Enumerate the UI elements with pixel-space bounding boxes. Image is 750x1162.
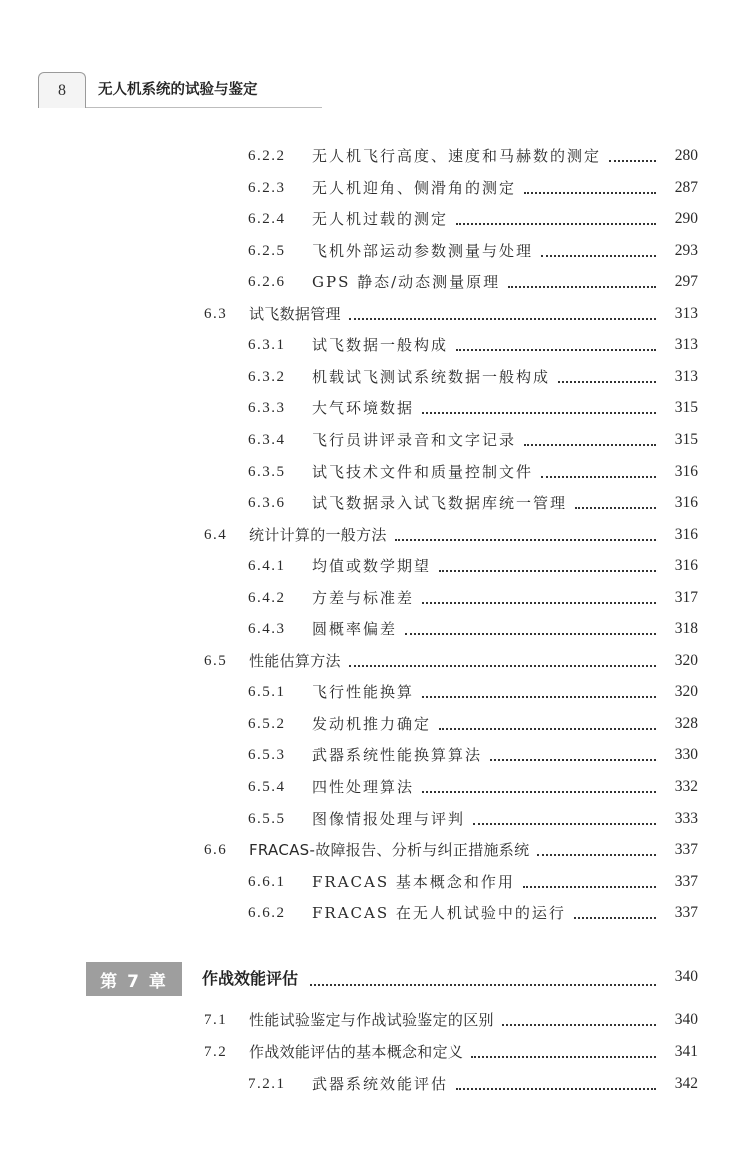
toc-entry-title: FRACAS 在无人机试验中的运行 [312,904,566,923]
toc-entry [0,269,750,295]
toc-entry-number: 6.6.2 [248,905,286,922]
toc-entry-number: 6.2.5 [248,242,286,259]
toc-entry-page: 313 [674,367,698,385]
toc-entry [0,143,750,169]
toc-entry-title: 图像情报处理与评判 [312,809,466,828]
toc-entry-title: 统计计算的一般方法 [249,525,387,544]
toc-entry-page: 290 [674,210,698,228]
toc-entry [0,1007,750,1033]
toc-entry-title: 均值或数学期望 [312,557,432,576]
toc-entry-title: 试飞数据一般构成 [312,336,449,355]
toc-entry-title: 无人机迎角、侧滑角的测定 [312,178,517,197]
toc-entry-number: 6.5.4 [248,779,286,795]
toc-entry-number: 7.2 [204,1044,228,1060]
toc-entry-page: 330 [674,746,698,764]
toc-entry-title: GPS 静态/动态测量原理 [312,273,501,292]
toc-entry-title: FRACAS 基本概念和作用 [312,872,515,891]
toc-entry [0,522,750,548]
toc-leader-dots [508,286,656,288]
toc-entry [0,806,750,832]
toc-leader-dots [537,854,656,856]
toc-entry-page: 318 [674,620,698,638]
toc-entry [0,206,750,232]
toc-entry [0,869,750,895]
toc-entry-title: 飞行性能换算 [312,683,415,702]
toc-entry-page: 280 [674,147,698,164]
toc-leader-dots [456,223,656,225]
toc-entry-number: 6.3.2 [248,368,286,385]
toc-entry-page: 316 [674,494,698,512]
toc-entry [0,427,750,453]
toc-leader-dots [541,476,656,478]
toc-entry-number: 6.2.6 [248,274,286,291]
toc-entry [0,774,750,800]
toc-entry-number: 6.4.1 [248,558,286,575]
toc-leader-dots [471,1056,656,1058]
toc-leader-dots [349,318,656,320]
toc-entry-page: 341 [674,1043,698,1060]
toc-entry [0,585,750,611]
toc-leader-dots [490,759,656,761]
toc-entry-page: 320 [674,651,698,669]
toc-entry [0,837,750,863]
toc-entry-title: 性能试验鉴定与作战试验鉴定的区别 [249,1011,494,1029]
toc-entry-page: 332 [674,778,698,795]
toc-entry-number: 6.3.5 [248,463,286,480]
toc-entry-number: 6.5.5 [248,810,286,827]
toc-entry-page: 328 [674,714,698,732]
toc-entry-title: 无人机过载的测定 [312,210,449,229]
toc-entry-title: 飞机外部运动参数测量与处理 [312,241,534,260]
toc-entry-number: 6.3.1 [248,337,286,354]
toc-entry-page: 313 [674,304,698,322]
toc-entry [0,742,750,768]
toc-leader-dots [349,665,656,667]
toc-leader-dots [439,570,656,572]
toc-leader-dots [524,444,656,446]
toc-leader-dots [502,1024,656,1026]
toc-entry [0,711,750,737]
toc-entry-number: 6.6.1 [248,873,286,890]
toc-entry-title: 无人机飞行高度、速度和马赫数的测定 [312,147,602,165]
toc-entry-page: 287 [674,178,698,196]
toc-entry [0,648,750,674]
toc-entry-page: 320 [674,683,698,701]
toc-entry-page: 317 [674,588,698,606]
toc-leader-dots [422,602,656,604]
toc-leader-dots [473,823,656,825]
toc-entry [0,490,750,516]
toc-leader-dots [422,791,656,793]
toc-leader-dots [523,886,656,888]
toc-entry [0,459,750,485]
toc-entry-page: 316 [674,525,698,543]
toc-entry-number: 6.5.3 [248,747,286,764]
toc-entry-page: 342 [674,1075,698,1092]
toc-entry [0,1071,750,1097]
toc-entry-title: 圆概率偏差 [312,620,398,639]
toc-entry-number: 6.5.2 [248,715,286,732]
toc-entry-number: 7.2.1 [248,1076,286,1092]
chapter-heading [0,962,750,996]
toc-entry-number: 6.5 [204,652,228,669]
toc-entry-title: 武器系统效能评估 [312,1075,449,1093]
toc-entry [0,301,750,327]
toc-entry-page: 315 [674,399,698,417]
toc-entry-page: 333 [674,809,698,827]
toc-entry-page: 297 [674,273,698,291]
toc-entry-page: 315 [674,430,698,448]
toc-entry-title: 发动机推力确定 [312,714,432,733]
toc-entry-page: 337 [674,872,698,890]
toc-entry-number: 6.4.3 [248,621,286,638]
toc-entry-number: 6.2.2 [248,148,286,164]
toc-entry-title: 作战效能评估的基本概念和定义 [249,1043,464,1061]
chapter-leader-dots [310,984,656,986]
toc-entry-number: 7.1 [204,1012,228,1028]
toc-entry-page: 337 [674,904,698,922]
toc-entry-number: 6.3.3 [248,400,286,417]
toc-entry-number: 6.6 [204,842,228,859]
toc-entry [0,395,750,421]
toc-entry-number: 6.5.1 [248,684,286,701]
toc-leader-dots [558,381,656,383]
toc-entry-title: 武器系统性能换算算法 [312,746,483,765]
chapter-page-number: 340 [674,968,698,985]
toc-leader-dots [395,539,656,541]
toc-entry [0,900,750,926]
toc-leader-dots [422,412,656,414]
toc-entry-page: 316 [674,557,698,575]
toc-entry-number: 6.2.3 [248,179,286,196]
toc-entry [0,364,750,390]
toc-entry-title: 四性处理算法 [312,778,415,796]
toc-entry-page: 316 [674,462,698,480]
toc-entry-title: 试飞技术文件和质量控制文件 [312,462,534,481]
book-title: 无人机系统的试验与鉴定 [98,82,258,98]
toc-entry [0,238,750,264]
toc-entry-page: 293 [674,241,698,259]
toc-entry-number: 6.4 [204,526,228,543]
toc-entry-title: 方差与标准差 [312,588,415,607]
toc-entry-page: 313 [674,336,698,354]
toc-leader-dots [609,160,656,162]
toc-entry-number: 6.3.4 [248,431,286,448]
toc-entry [0,679,750,705]
toc-entry [0,1039,750,1065]
chapter-badge: 第 7 章 [86,962,182,996]
toc-entry-number: 6.3.6 [248,495,286,512]
page-number: 8 [38,72,86,108]
toc-entry-title: 飞行员讲评录音和文字记录 [312,430,517,449]
toc-entry [0,616,750,642]
toc-entry-title: 大气环境数据 [312,399,415,418]
toc-entry [0,332,750,358]
toc-entry-number: 6.3 [204,305,228,322]
toc-entry-page: 337 [674,841,698,859]
toc-entry [0,175,750,201]
toc-leader-dots [405,633,656,635]
toc-entry-page: 340 [674,1011,698,1028]
toc-leader-dots [439,728,656,730]
toc-entry-title: 性能估算方法 [249,651,341,670]
toc-entry-number: 6.4.2 [248,589,286,606]
toc-leader-dots [575,507,656,509]
toc-entry-title: 试飞数据管理 [249,304,341,323]
toc-leader-dots [541,255,656,257]
toc-entry [0,553,750,579]
toc-entry-number: 6.2.4 [248,211,286,228]
toc-leader-dots [456,349,656,351]
toc-leader-dots [524,192,656,194]
toc-leader-dots [422,696,656,698]
toc-entry-title: 试飞数据录入试飞数据库统一管理 [312,494,568,513]
toc-entry-title: FRACAS-故障报告、分析与纠正措施系统 [249,841,530,860]
toc-leader-dots [456,1088,656,1090]
toc-entry-title: 机载试飞测试系统数据一般构成 [312,367,551,386]
chapter-title: 作战效能评估 [202,969,299,988]
toc-leader-dots [574,917,656,919]
